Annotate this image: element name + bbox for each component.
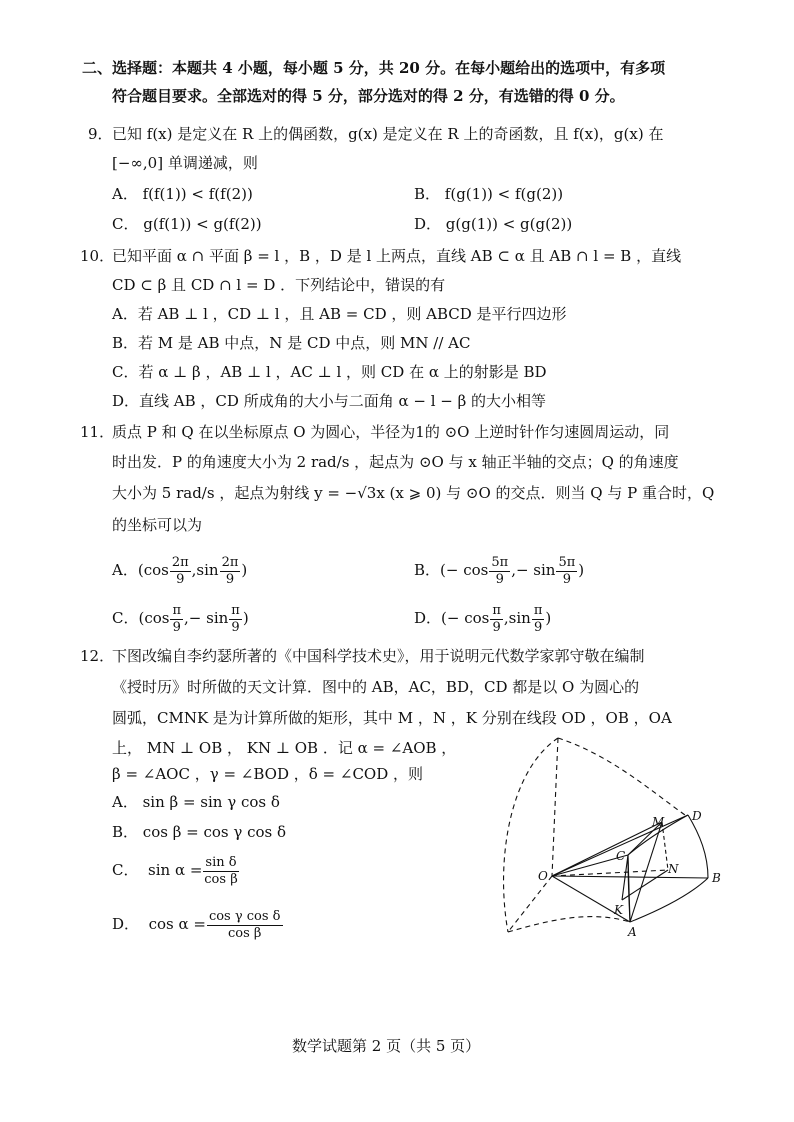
q10-stem-line2: CD ⊂ β 且 CD ∩ l = D ．下列结论中，错误的有: [112, 276, 446, 294]
q12-stem-line1: 下图改编自李约瑟所著的《中国科学技术史》，用于说明元代数学家郭守敬在编制: [112, 647, 645, 665]
dashed-line-top-to-O: [552, 738, 558, 876]
section-heading-line2: 符合题目要求。全部选对的得 5 分，部分选对的得 2 分，有选错的得 0 分。: [112, 87, 625, 105]
q12-option-a: A． sin β = sin γ cos δ: [112, 793, 280, 811]
label-A: A: [628, 925, 637, 939]
label-B: B: [712, 871, 721, 885]
q12-stem-line3: 圆弧，CMNK 是为计算所做的矩形，其中 M ，N ，K 分别在线段 OD ，OB ，OA: [112, 709, 672, 727]
label-C: C: [616, 849, 626, 863]
q12-option-d: D． cos α = $\frac{\text{cos γ cos δ}}{\text{cos β}}$: [112, 908, 281, 941]
q12-stem-line4: 上， MN ⊥ OB ， KN ⊥ OB ．记 α = ∠AOB ，: [112, 739, 457, 757]
q11-option-a: A．(cos $\frac{2\pi}{9}$ ,sin $\frac{2\pi}{9}$ ): [112, 554, 248, 587]
dashed-arc-top-left: [504, 738, 558, 932]
q10-option-a: A．若 AB ⊥ l ，CD ⊥ l ，且 AB = CD ，则 ABCD 是平行四边形: [112, 305, 567, 323]
q10-option-c: C．若 α ⊥ β ，AB ⊥ l ，AC ⊥ l ，则 CD 在 α 上的射影是 BD: [112, 363, 547, 381]
dashed-arc-bottom: [508, 917, 630, 932]
dashed-O-to-bottom-left: [508, 876, 552, 932]
arc-BD: [688, 815, 708, 878]
q12-option-b: B． cos β = cos γ cos δ: [112, 823, 287, 841]
q12-stem-line2: 《授时历》时所做的天文计算．图中的 AB，AC，BD，CD 都是以 O 为圆心的: [112, 678, 640, 696]
label-M: M: [652, 815, 665, 829]
q11-option-d: D．(− cos $\frac{\pi}{9}$ ,sin $\frac{\pi}{9}$ ): [414, 602, 552, 635]
label-D: D: [692, 809, 702, 823]
q9-option-a: A． f(f(1)) < f(f(2)): [112, 185, 253, 203]
q10-stem-line1: 已知平面 α ∩ 平面 β = l ，B ，D 是 l 上两点，直线 AB ⊂ α 且 AB ∩ l = B ，直线: [112, 247, 682, 265]
page-footer: 数学试题第 2 页（共 5 页）: [292, 1037, 481, 1055]
q11-option-c: C．(cos $\frac{\pi}{9}$ ,− sin $\frac{\pi}{9}$ ): [112, 602, 249, 635]
q11-option-b: B．(− cos $\frac{5\pi}{9}$ ,− sin $\frac{5\pi}{9}$ ): [414, 554, 585, 587]
q11-number: 11．: [80, 423, 115, 441]
label-O: O: [538, 869, 548, 883]
q12-option-c: C． sin α = $\frac{\text{sin δ}}{\text{cos β}}$: [112, 854, 238, 887]
q11-stem-line4: 的坐标可以为: [112, 516, 203, 534]
q10-number: 10．: [80, 247, 115, 265]
label-K: K: [614, 903, 623, 917]
q10-option-d: D．直线 AB ，CD 所成角的大小与二面角 α − l − β 的大小相等: [112, 392, 547, 410]
q9-option-c: C． g(f(1)) < g(f(2)): [112, 215, 262, 233]
q9-stem-line1: 已知 f(x) 是定义在 R 上的偶函数，g(x) 是定义在 R 上的奇函数，且 f(x)，g(x) 在: [112, 125, 664, 143]
q12-stem-line5: β = ∠AOC ，γ = ∠BOD ，δ = ∠COD ，则: [112, 765, 424, 783]
segment-OM: [552, 822, 662, 876]
q12-number: 12．: [80, 647, 115, 665]
geometry-figure: [490, 730, 730, 940]
dashed-arc-top-right: [558, 738, 685, 815]
segment-OB: [552, 876, 708, 878]
q11-stem-line3: 大小为 5 rad/s ，起点为射线 y = −√3x (x ⩾ 0) 与 ⊙O 的交点．则当 Q 与 P 重合时，Q: [112, 484, 715, 502]
q9-number: 9．: [88, 125, 113, 143]
q9-option-b: B． f(g(1)) < f(g(2)): [414, 185, 564, 203]
q11-stem-line1: 质点 P 和 Q 在以坐标原点 O 为圆心，半径为1的 ⊙O 上逆时针作匀速圆周运动，同: [112, 423, 670, 441]
label-N: N: [668, 862, 679, 876]
q9-stem-line2: [−∞,0] 单调递减，则: [112, 154, 258, 172]
section-heading-line1: 二、选择题：本题共 4 小题，每小题 5 分，共 20 分。在每小题给出的选项中，有多项: [82, 59, 666, 77]
q9-option-d: D． g(g(1)) < g(g(2)): [414, 215, 573, 233]
q10-option-b: B．若 M 是 AB 中点，N 是 CD 中点，则 MN // AC: [112, 334, 471, 352]
q11-stem-line2: 时出发．P 的角速度大小为 2 rad/s ，起点为 ⊙O 与 x 轴正半轴的交点；Q 的角速度: [112, 453, 679, 471]
